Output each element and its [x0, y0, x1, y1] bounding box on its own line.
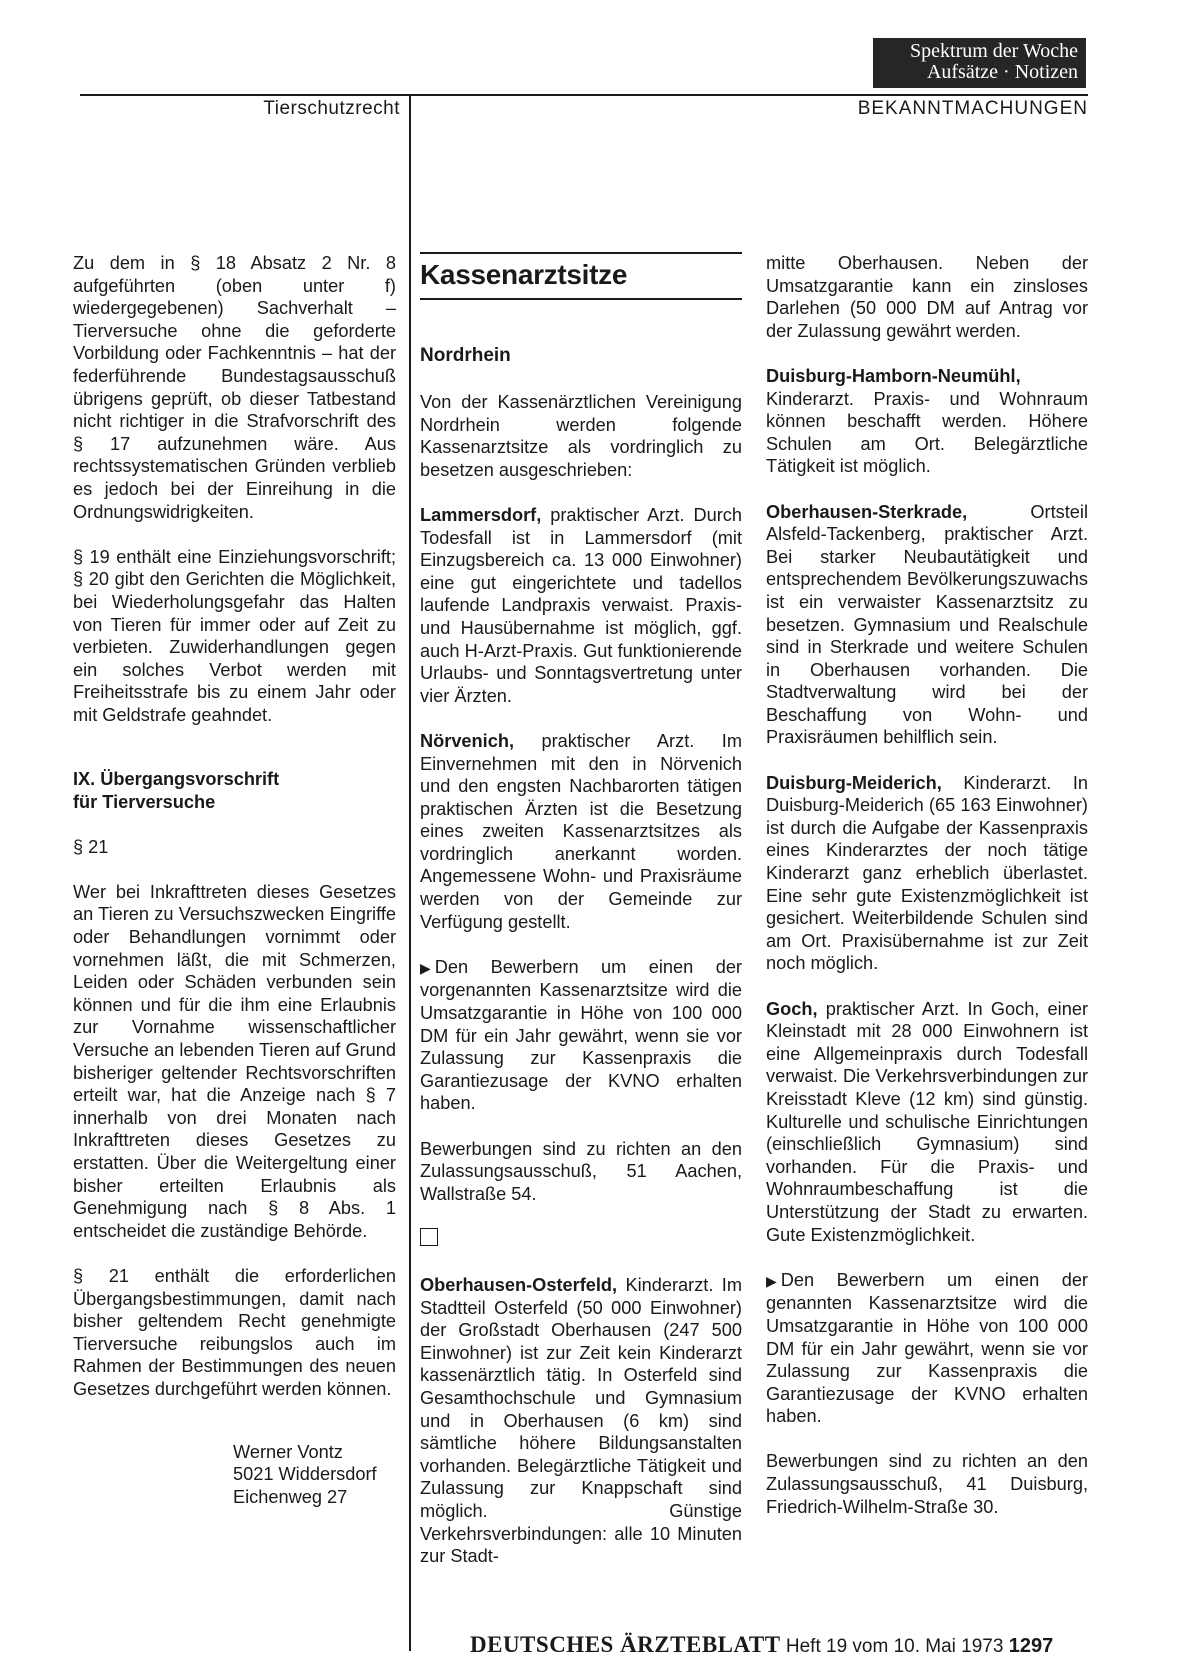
- listing-text: Kinderarzt. In Duisburg-Meiderich (65 163 Einwohner) ist durch die Aufgabe der Kassenpraxis eines Kinderarztes der noch tätige Kinderarzt ganz erheblich überlastet. Eine sehr gute Existenzmöglichkeit ist gesichert. Weiterbildende Schulen sind am Ort. Praxisübernahme ist zur Zeit noch möglich.: [766, 772, 1088, 974]
- paragraph: § 19 enthält eine Einziehungsvorschrift; § 20 gibt den Gerichten die Möglichkeit, bei Wiederholungsgefahr das Halten von Tieren für immer oder auf Zeit zu verbieten. Zuwiderhandlungen gegen ein solches Verbot werden mit Freiheitsstrafe bis zu einem Jahr oder mit Geldstrafe geahndet.: [73, 546, 396, 725]
- paragraph: § 21 enthält die erforderlichen Übergangsbestimmungen, damit nach bisher geltendem Recht genehmigte Tierversuche reibungslos auch im Rahmen der Bestimmungen des neuen Gesetzes durchgeführt werden können.: [73, 1265, 396, 1399]
- guarantee-text: Den Bewerbern um einen der genannten Kassenarztsitze wird die Umsatzgarantie in Höhe von 100 000 DM für ein Jahr gewährt, wenn sie vor Zulassung zur Kassenpraxis die Garantiezusage der KVNO erhalten haben.: [766, 1269, 1088, 1427]
- listing-place: Oberhausen-Osterfeld,: [420, 1274, 618, 1295]
- author-street: Eichenweg 27: [233, 1486, 348, 1507]
- heading-line: für Tierversuche: [73, 792, 216, 813]
- listing-entry: [766, 501, 1088, 750]
- listing-place: Goch,: [766, 998, 818, 1019]
- issue-info: Heft 19 vom 10. Mai 1973: [785, 1636, 1004, 1657]
- listing-text: Ortsteil Alsfeld-Tackenberg, praktischer Arzt. Bei starker Neubautätigkeit und entsprechendem Bevölkerungszuwachs ist ein verwaister Kassenarztsitz zu besetzen. Gymnasium und Realschule sind in Sterkrade und weitere Schulen in Oberhausen vorhanden. Die Stadtverwaltung wird bei der Beschaffung von Wohn- und Praxisräumen behilflich sein.: [766, 501, 1088, 748]
- page-footer: [470, 1633, 1090, 1659]
- listing-place: Oberhausen-Sterkrade,: [766, 501, 968, 522]
- section-heading: [73, 768, 396, 813]
- listing-text: Kinderarzt. Praxis- und Wohnraum können beschafft werden. Höhere Schulen am Ort. Belegärztliche Tätigkeit ist möglich.: [766, 388, 1088, 477]
- listing-text: praktischer Arzt. Im Einvernehmen mit den in Nörvenich und den engsten Nachbarorten tätigen praktischen Ärzten ist die Besetzung eines zweiten Kassenarztsitzes als vordringlich anerkannt worden. Angemessene Wohn- und Praxisräume werden von der Gemeinde zur Verfügung gestellt.: [420, 730, 742, 932]
- author-city: 5021 Widdersdorf: [233, 1464, 377, 1485]
- listing-entry: [420, 730, 742, 933]
- application-note: Bewerbungen sind zu richten an den Zulassungsausschuß, 41 Duisburg, Friedrich-Wilhelm-Straße 30.: [766, 1451, 1088, 1517]
- listing-place: Lammersdorf,: [420, 504, 542, 525]
- paragraph: Wer bei Inkrafttreten dieses Gesetzes an Tieren zu Versuchszwecken Eingriffe oder Behandlungen vornimmt oder vornehmen läßt, die mit Schmerzen, Leiden oder Schäden verbunden sein können und für die ihm eine Erlaubnis zur Vornahme wissenschaftlicher Versuche an lebenden Tieren auf Grund bisheriger geltender Rechtsvorschriften erteilt war, hat die Anzeige nach § 7 innerhalb von drei Monaten nach Inkrafttreten dieses Gesetzes zu erstatten. Über die Weitergeltung einer bisher erteilten Erlaubnis als Genehmigung nach § 8 Abs. 1 entscheidet die zuständige Behörde.: [73, 881, 396, 1241]
- header-right-title: BEKANNTMACHUNGEN: [857, 98, 1088, 119]
- listing-place: Nörvenich,: [420, 730, 514, 751]
- triangle-arrow-icon: ▶: [420, 959, 431, 976]
- guarantee-note: [420, 956, 742, 1115]
- paragraph: Zu dem in § 18 Absatz 2 Nr. 8 aufgeführten (oben unter f) wiedergegebenen) Sachverhalt – Tierversuche ohne die geforderte Vorbildung oder Fachkenntnis – hat der federführende Bundestagsausschuß übrigens geprüft, ob dieser Tatbestand nicht richtiger in die Strafvorschrift des § 17 aufzunehmen wäre. Aus rechtssystematischen Gründen verblieb es jedoch bei der Einreihung in die Ordnungswidrigkeiten.: [73, 253, 396, 522]
- continued-paragraph: mitte Oberhausen. Neben der Umsatzgarantie kann ein zinsloses Darlehen (50 000 DM auf Antrag vor der Zulassung gewährt werden.: [766, 253, 1088, 341]
- author-signature: [233, 1441, 396, 1509]
- region-heading: Nordrhein: [420, 345, 511, 366]
- listing-text: Kinderarzt. Im Stadtteil Osterfeld (50 000 Einwohner) der Großstadt Oberhausen (247 500 Einwohner) ist zur Zeit kein Kinderarzt kassenärztlich tätig. In Osterfeld sind Gesamthochschule und Gymnasium und in Oberhausen (6 km) sind sämtliche höhere Bildungsanstalten vorhanden. Belegärztliche Tätigkeit und Zulassung zur Knappschaft sind möglich. Günstige Verkehrsverbindungen: alle 10 Minuten zur Stadt-: [420, 1274, 742, 1567]
- listing-entry: [766, 772, 1088, 975]
- badge-line-2: Aufsätze · Notizen: [926, 61, 1078, 83]
- journal-name: DEUTSCHES ÄRZTEBLATT: [470, 1632, 781, 1657]
- header-left-title: Tierschutzrecht: [263, 98, 400, 119]
- listing-entry: [766, 998, 1088, 1247]
- column-right: [766, 252, 1088, 1541]
- guarantee-note: [766, 1269, 1088, 1428]
- section-badge: [873, 38, 1086, 88]
- column-middle: [420, 252, 742, 1590]
- title-rule: [420, 252, 742, 254]
- listing-entry: [420, 504, 742, 707]
- application-note: Bewerbungen sind zu richten an den Zulassungsausschuß, 51 Aachen, Wallstraße 54.: [420, 1138, 742, 1204]
- column-divider: [409, 94, 411, 1651]
- listing-text: praktischer Arzt. Durch Todesfall ist in Lammersdorf (mit Einzugsbereich ca. 13 000 Einwohner) eine gut eingerichtete und tadellos laufende Landpraxis verwaist. Praxis- und Hausübernahme ist möglich, ggf. auch H-Arzt-Praxis. Gut funktionierende Urlaubs- und Sonntagsvertretung unter vier Ärzten.: [420, 504, 742, 706]
- guarantee-text: Den Bewerbern um einen der vorgenannten Kassenarztsitze wird die Umsatzgarantie in Höhe von 100 000 DM für ein Jahr gewährt, wenn sie vor Zulassung zur Kassenpraxis die Garantiezusage der KVNO erhalten haben.: [420, 956, 742, 1114]
- article-title: Kassenarztsitze: [420, 259, 628, 290]
- listing-place: Duisburg-Meiderich,: [766, 772, 942, 793]
- listing-entry: [766, 365, 1088, 478]
- section-end-square-icon: [420, 1228, 438, 1246]
- section-number: § 21: [73, 836, 109, 857]
- author-name: Werner Vontz: [233, 1441, 343, 1462]
- heading-line: IX. Übergangsvorschrift: [73, 769, 280, 790]
- column-left: [73, 252, 396, 1508]
- badge-line-1: Spektrum der Woche: [910, 40, 1078, 62]
- triangle-arrow-icon: ▶: [766, 1272, 777, 1289]
- title-rule: [420, 298, 742, 300]
- header-rule: [80, 94, 1088, 96]
- listing-entry: [420, 1274, 742, 1568]
- listing-place: Duisburg-Hamborn-Neumühl,: [766, 365, 1021, 386]
- page-number: 1297: [1008, 1635, 1054, 1657]
- listing-text: praktischer Arzt. In Goch, einer Kleinstadt mit 28 000 Einwohnern ist eine Allgemeinpraxis durch Todesfall verwaist. Die Verkehrsverbindungen zur Kreisstadt Kleve (12 km) sind günstig. Kulturelle und schulische Einrichtungen (einschließlich Gymnasium) sind vorhanden. Für die Praxis- und Wohnraumbeschaffung ist die Unterstützung der Stadt zu erwarten. Gute Existenzmöglichkeit.: [766, 998, 1088, 1245]
- intro-paragraph: Von der Kassenärztlichen Vereinigung Nordrhein werden folgende Kassenarztsitze als vordringlich zu besetzen ausgeschrieben:: [420, 392, 742, 480]
